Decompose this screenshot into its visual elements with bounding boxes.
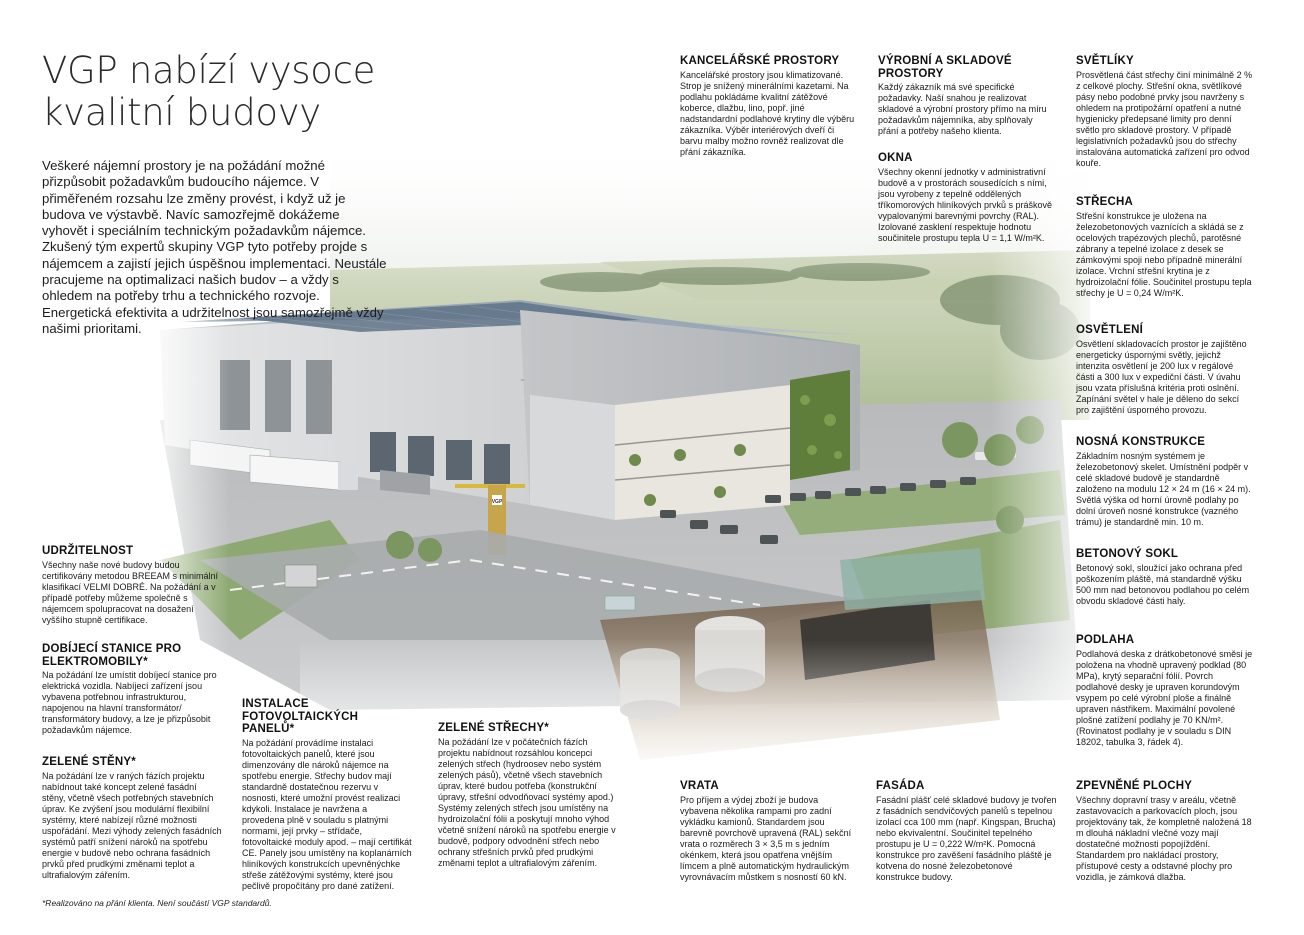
section-text: Na požádání lze v počátečních fázích projektu nabídnout rozsáhlou koncepci zelených střech (hydroosev nebo systém zelených pásů), včetně všech stavebních úprav, které budou potřeba (konstrukční úpravy, střešní odvodňovací systémy apod.) Systémy zelených střech jsou umístěny na hydroizolační fólii a poskytují mnoho výhod včetně snížení nároků na spotřebu energie v budově, podpory odvodnění střech nebo ochrany střešních prvků před prudkými změnami teplot a ultrafialovým zářením.: [438, 736, 616, 868]
section-text: Všechny naše nové budovy budou certifikovány metodou BREEAM s minimální klasifikací VELMI DOBRÉ. Na požádání a v případě potřeby můžeme společně s nájemcem spolupracovat na dosažení vyššího stupně certifikace.: [42, 559, 219, 625]
section-title: INSTALACE FOTOVOLTAICKÝCH PANELŮ*: [242, 698, 359, 735]
section-kancelarske: [680, 55, 855, 158]
section-text: Betonový sokl, sloužící jako ochrana před poškozením pláště, má standardně výšku 500 mm nad betonovou podlahou po celém obvodu skladové části haly.: [1076, 562, 1250, 606]
section-title: OKNA: [878, 152, 913, 164]
section-title: OSVĚTLENÍ: [1076, 324, 1143, 336]
section-title: VÝROBNÍ A SKLADOVÉ PROSTORY: [878, 55, 1012, 80]
section-title: FASÁDA: [876, 780, 925, 792]
section-vrata: [680, 780, 858, 883]
section-strecha: [1076, 196, 1254, 299]
section-title: KANCELÁŘSKÉ PROSTORY: [680, 55, 840, 67]
page-headline: VGP nabízí vysoce kvalitní budovy: [42, 49, 376, 134]
section-zelene-strechy: [438, 722, 616, 869]
section-title: STŘECHA: [1076, 196, 1133, 208]
section-title: ZELENÉ STĚNY*: [42, 756, 136, 768]
section-fasada: [876, 780, 1058, 883]
section-text: Podlahová deska z drátkobetonové směsi je položena na vhodně upravený podklad (80 MPa), krytý separační fólií. Povrch podlahové desky je upraven korundovým vsypem po celé výrobní ploše a finálně upraven nástřikem. Maximální povolené plošné zatížení podlahy je 70 KN/m². (Rovinatost podlahy je v souladu s DIN 18202, tabulka 3, řádek 4).: [1076, 648, 1253, 747]
section-text: Kancelářské prostory jsou klimatizované. Strop je snížený minerálními kazetami. Na podlahu pokládáme kvalitní zátěžové koberce, dlažbu, lino, popř. jiné nadstandardní podlahové krytiny dle výběru zákazníka. Výběr interiérových dveří či barvu malby možno rovněž realizovat dle přání zákazníka.: [680, 69, 855, 157]
section-udrzitelnost: [42, 545, 222, 626]
section-title: ZPEVNĚNÉ PLOCHY: [1076, 780, 1193, 792]
section-title: NOSNÁ KONSTRUKCE: [1076, 436, 1206, 448]
section-text: Všechny okenní jednotky v administrativní budově a v prostorách sousedících s ními, jsou vyrobeny z tepelně oddělených tříkomorových hliníkových prvků s práškově vypalovanými barevnými povrchy (RAL). Izolované zasklení respektuje hodnotu součinitele prostupu tepla U = 1,1 W/m²K.: [878, 166, 1053, 243]
section-title: DOBÍJECÍ STANICE PRO ELEKTROMOBILY*: [42, 643, 182, 668]
section-dobijeci: [42, 643, 222, 736]
section-vyrobni: [878, 55, 1053, 137]
section-text: Fasádní plášť celé skladové budovy je tvořen z fasádních sendvičových panelů s tepelnou izolací cca 100 mm (např. Kingspan, Brucha) nebo ekvivalentní. Součinitel tepelného prostupu je U = 0,222 W/m²K. Pomocná konstrukce pro zavěšení fasádního pláště je kotvena do nosné železobetonové konstrukce budovy.: [876, 794, 1057, 882]
section-osvetleni: [1076, 324, 1254, 416]
section-text: Pro příjem a výdej zboží je budova vybavena několika rampami pro zadní vykládku kamionů. Standardem jsou barevně povrchově upravená (RAL) sekční vrata o rozměrech 3 × 3,5 m s jedním okénkem, která jsou opatřena vnějším límcem a plně automatickým hydraulickým vyrovnávacím můstkem s nosností 60 kN.: [680, 794, 852, 882]
section-text: Střešní konstrukce je uložena na železobetonových vaznících a skládá se z ocelových trapézových plechů, parotěsné zábrany a tepelné izolace z desek se zámkovými spoji nebo případně minerální izolace. Vrchní střešní krytina je z hydroizolační fólie. Součinitel prostupu tepla střechy je U = 0,24 W/m²K.: [1076, 210, 1252, 298]
section-zelene-steny: [42, 756, 222, 881]
section-title: SVĚTLÍKY: [1076, 55, 1134, 67]
section-title: BETONOVÝ SOKL: [1076, 548, 1179, 560]
section-title: PODLAHA: [1076, 634, 1135, 646]
section-title: ZELENÉ STŘECHY*: [438, 722, 549, 734]
section-text: Základním nosným systémem je železobetonový skelet. Umístnění podpěr v celé skladové budově je standardně založeno na modulu 12 × 24 m (16 × 24 m). Světlá výška od horní úrovně podlahy po dolní úroveň nosné konstrukce (vazného trámu) je standardně min. 10 m.: [1076, 450, 1251, 527]
section-podlaha: [1076, 634, 1254, 748]
section-sokl: [1076, 548, 1254, 607]
section-text: Na požádání provádíme instalaci fotovoltaických panelů, které jsou dimenzovány dle nároků nájemce na spotřebu energie. Střechy budov mají standardně dostatečnou rezervu v nosnosti, které umožní provést realizaci kdykoli. Instalace je navržena a provedena plně v souladu s platnými normami, její prvky – střídače, fotovoltaické moduly apod. – mají certifikát CE. Panely jsou umístěny na koplanárních hliníkových konstrukcích upevněnýchke střeše zátěžovými systémy, které jsou pečlivě propočítány pro dané zatížení.: [242, 737, 412, 891]
section-text: Prosvětlená část střechy činí minimálně 2 % z celkové plochy. Střešní okna, světlíkové pásy nebo podobné prvky jsou navrženy s ohledem na protipožární opatření a nutné hygienicky předepsané limity pro denní světlo pro skladové prostory. V případě legislativních požadavků jsou do střechy instalována automatická zařízení pro odvod kouře.: [1076, 69, 1253, 168]
section-text: Všechny dopravní trasy v areálu, včetně zastavovacích a parkovacích ploch, jsou projektovány tak, že kompletně naložená 18 m dlouhá nákladní vlečné vozy mají dostatečné možnosti popojíždění. Standardem pro nakládací prostory, přístupové cesty a odstavné plochy pro vozidla, je zámková dlažba.: [1076, 794, 1252, 882]
vgp-sign: VGP: [491, 499, 503, 505]
section-title: VRATA: [680, 780, 719, 792]
section-nosna: [1076, 436, 1254, 528]
section-svetliky: [1076, 55, 1254, 169]
footnote: *Realizováno na přání klienta. Není součástí VGP standardů.: [42, 898, 272, 908]
section-fotovoltaika: [242, 698, 412, 892]
section-text: Každý zákazník má své specifické požadavky. Naší snahou je realizovat skladové a výrobní prostory přímo na míru požadavkům nájemníka, aby splňovaly přání a potřeby našeho klienta.: [878, 82, 1047, 136]
intro-paragraph: Veškeré nájemní prostory je na požádání možné přizpůsobit požadavkům budoucího nájemce. V přiměřeném rozsahu lze změny provést, i když už je budova ve výstavbě. Navíc samozřejmě dokážeme vyhovět i speciálním technickým požadavkům nájemce. Zkušený tým expertů skupiny VGP tyto potřeby projde s nájemcem a zajistí jejich úspěšnou implementaci. Neustále pracujeme na optimalizaci našich budov – a vždy s ohledem na potřeby trhu a technického rozvoje. Energetická efektivita a udržitelnost jsou samozřejmě vždy našimi prioritami.: [42, 158, 387, 336]
section-zpevnene: [1076, 780, 1254, 883]
section-text: Osvětlení skladovacích prostor je zajištěno energeticky úspornými světly, jejichž intenzita osvětlení je 200 lux v regálové části a 300 lux v expediční části. V úvahu jsou vzata příslušná kritéria proti oslnění. Zapínání světel v hale je děleno do sekcí pro zajištění úsporného provozu.: [1076, 338, 1247, 415]
section-title: UDRŽITELNOST: [42, 545, 134, 557]
section-okna: [878, 152, 1058, 244]
section-text: Na požádání lze umístit dobíjecí stanice pro elektrická vozidla. Nabíjecí zařízení jsou vybavena potřebnou infrastrukturou, napojenou na hlavní transformátor/ transformátory budovy, a lze je přizpůsobit požadavkům nájemce.: [42, 670, 217, 735]
section-text: Na požádání lze v raných fázích projektu nabídnout také koncept zelené fasádní stěny, včetně všech potřebných stavebních úprav. Ke zvýšení jsou modulární flexibilní systémy, které nabízejí různé možnosti uspořádání. Mezi výhody zelených fasádních systémů patří snížení nároků na spotřebu energie v budově nebo ochrana fasádních prvků před prudkými změnami teplot a ultrafialovým zářením.: [42, 770, 222, 880]
